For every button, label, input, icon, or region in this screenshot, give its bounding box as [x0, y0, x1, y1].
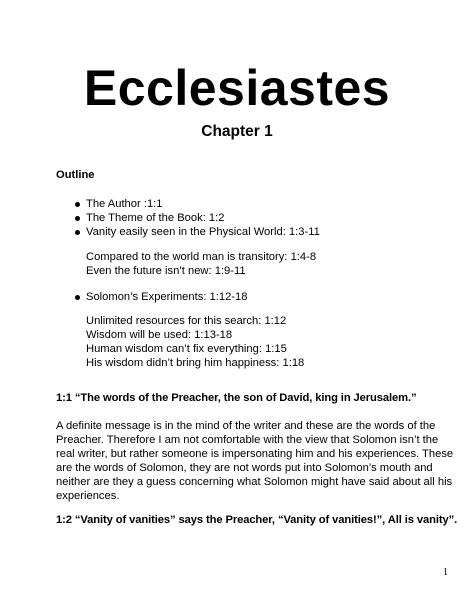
paragraph-line: experiences.	[56, 490, 120, 502]
paragraph-line: neither are they a guess concerning what Solomon might have said about all his	[56, 476, 453, 488]
outline-subitem: Human wisdom can’t fix everything: 1:15	[86, 343, 287, 355]
outline-subitem: Unlimited resources for this search: 1:12	[86, 315, 287, 327]
paragraph-line: Preacher. Therefore I am not comfortable with the view that Solomon isn’t the	[56, 434, 439, 446]
outline-subitem: His wisdom didn’t bring him happiness: 1:18	[86, 357, 305, 369]
bullet-icon	[75, 202, 80, 207]
paragraph-line: A definite message is in the mind of the writer and these are the words of the	[56, 420, 436, 432]
outline-bullet: The Author :1:1	[86, 198, 163, 210]
verse-2-heading: 1:2 “Vanity of vanities” says the Preacher, “Vanity of vanities!”, All is vanity”.	[56, 514, 458, 526]
outline-subitem: Wisdom will be used: 1:13-18	[86, 329, 233, 341]
page-number: 1	[443, 567, 448, 578]
bullet-icon	[75, 295, 80, 300]
paragraph-line: real writer, but rather someone is impersonating him and his experiences. These	[56, 448, 454, 460]
bullet-icon	[75, 216, 80, 221]
paragraph-line: are the words of Solomon, they are not words put into Solomon’s mouth and	[56, 462, 433, 474]
chapter-heading: Chapter 1	[201, 123, 273, 140]
outline-subitem: Compared to the world man is transitory: 1:4-8	[86, 251, 317, 263]
outline-heading: Outline	[56, 169, 95, 181]
outline-bullet: Solomon’s Experiments: 1:12-18	[86, 291, 248, 303]
bullet-icon	[75, 230, 80, 235]
outline-bullet: The Theme of the Book: 1:2	[86, 212, 225, 224]
verse-1-heading: 1:1 “The words of the Preacher, the son of David, king in Jerusalem.”	[56, 392, 417, 404]
outline-subitem: Even the future isn’t new: 1:9-11	[86, 265, 246, 277]
document-title: Ecclesiastes	[83, 60, 391, 116]
outline-bullet: Vanity easily seen in the Physical World: 1:3-11	[86, 226, 320, 238]
